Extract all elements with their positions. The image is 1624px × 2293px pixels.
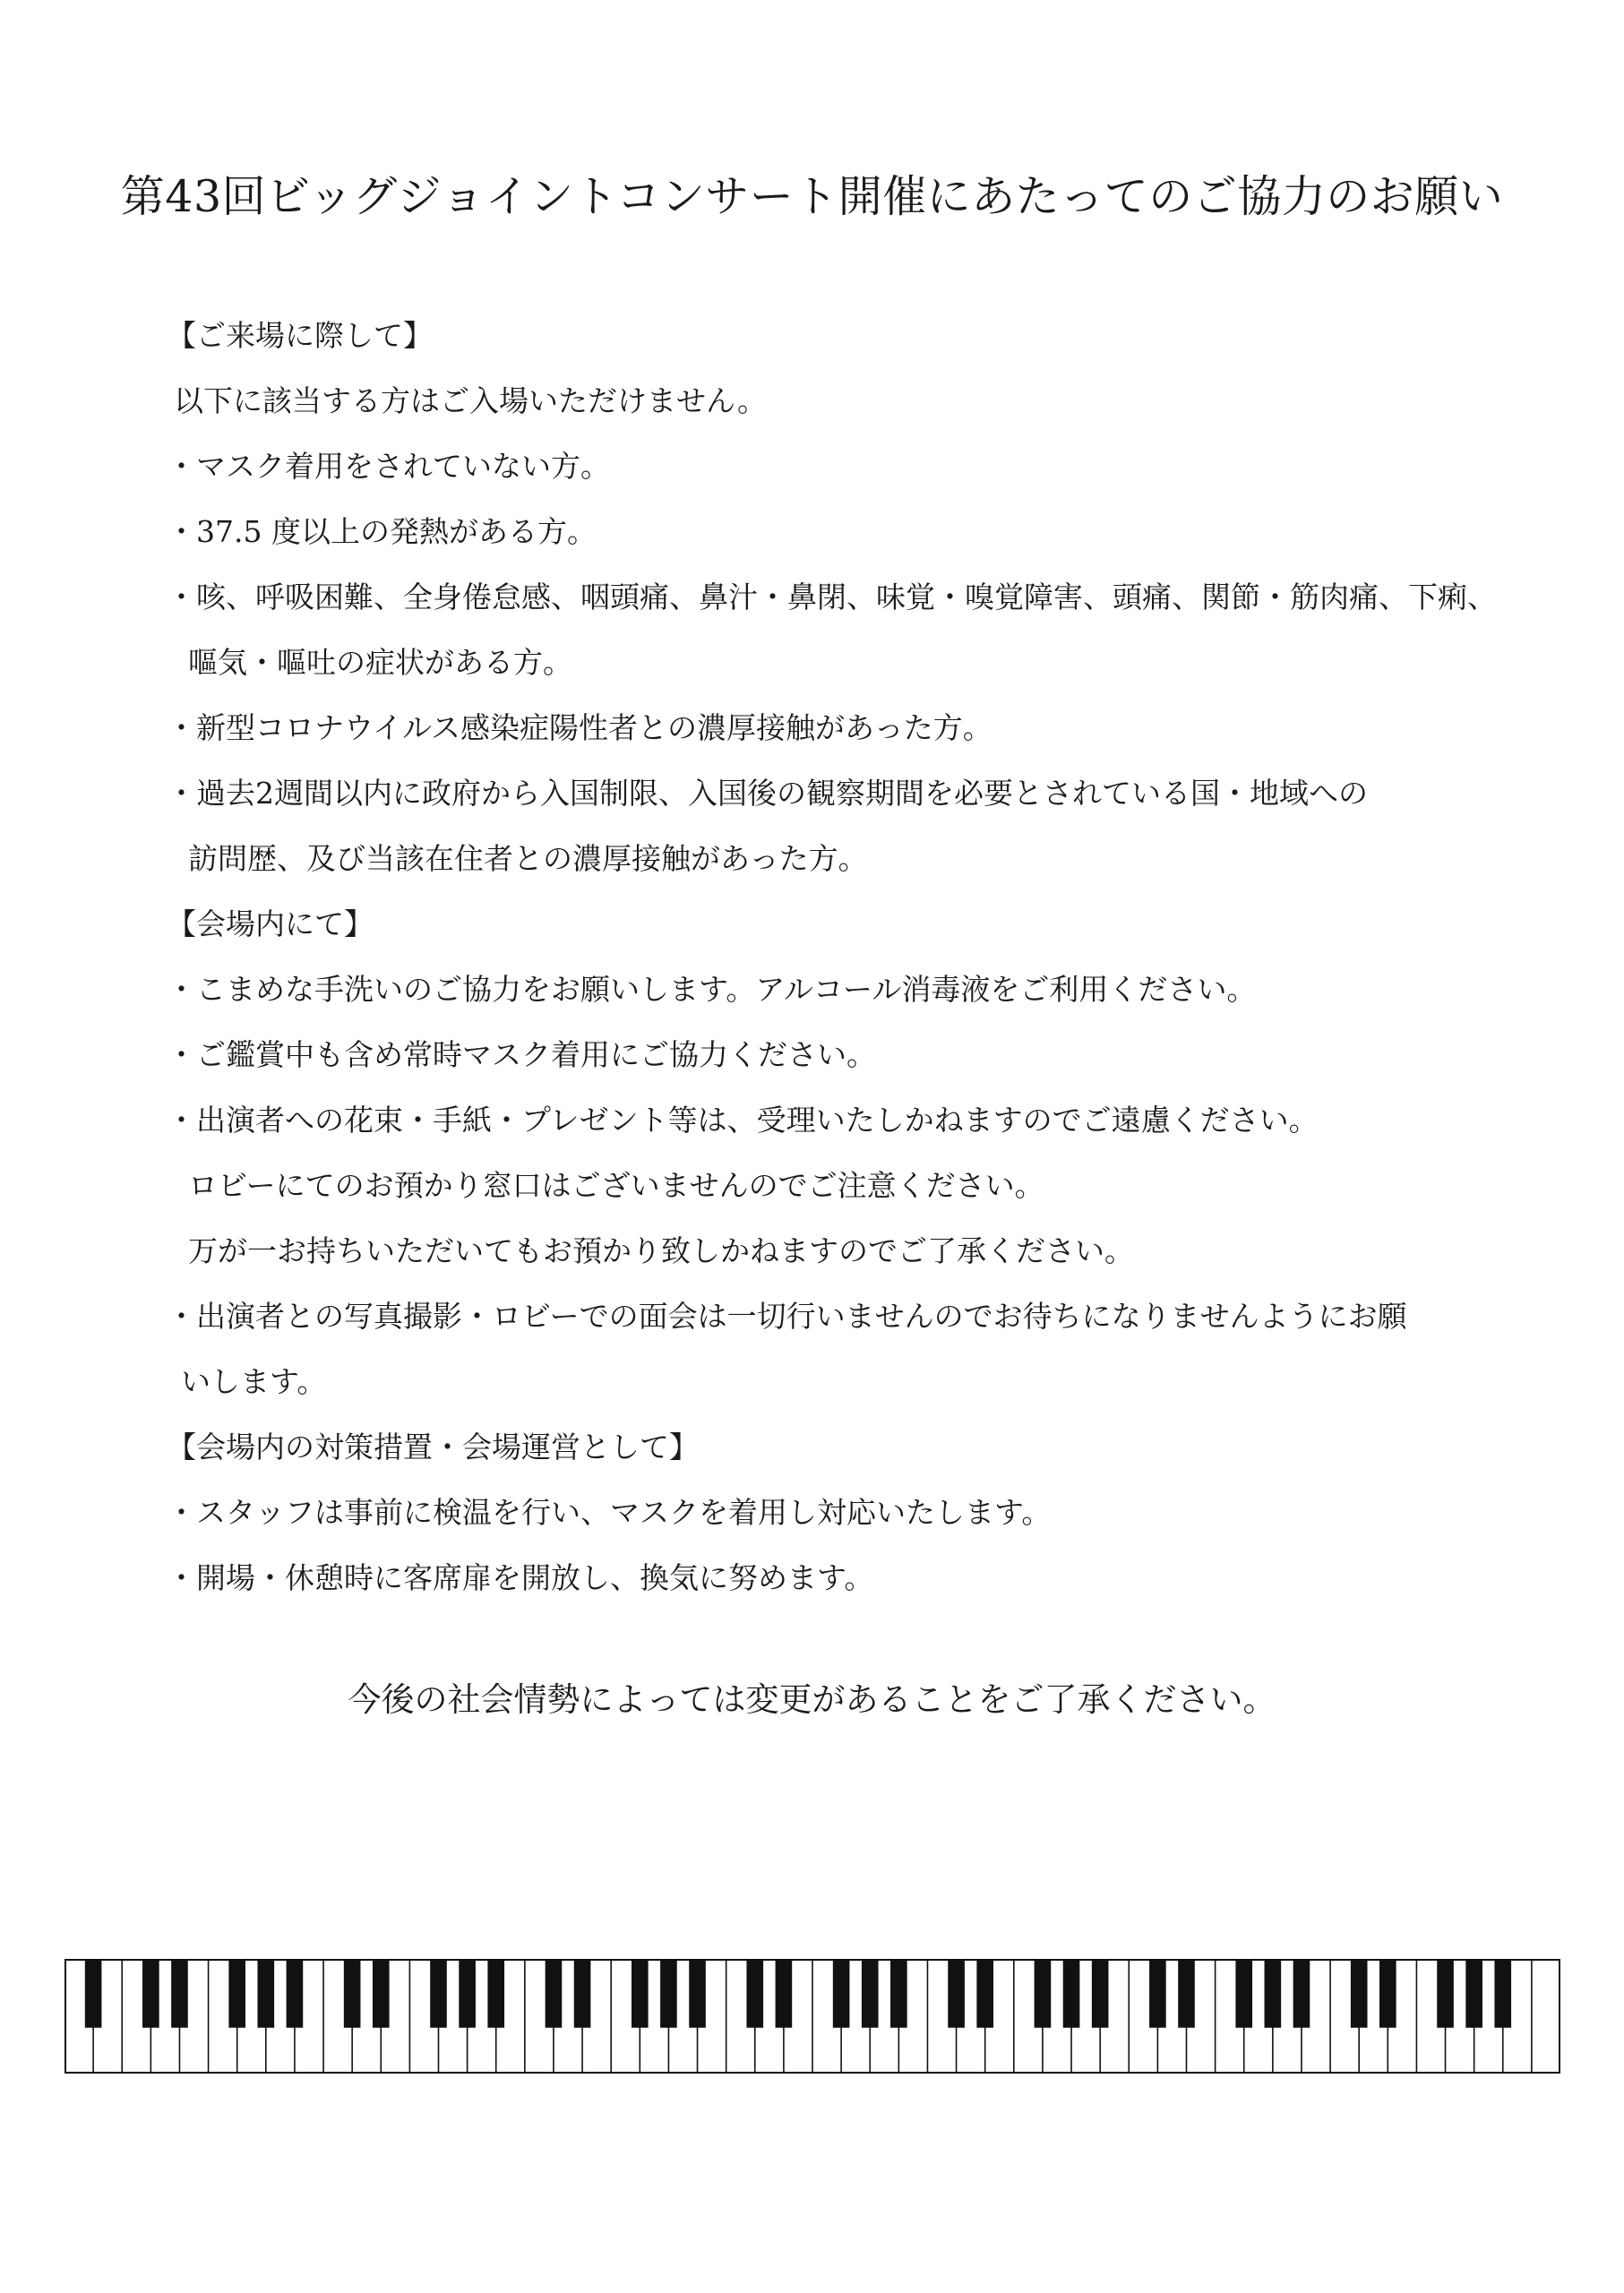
black-key: [1437, 1959, 1454, 2028]
black-key: [373, 1959, 390, 2028]
notice-line: 万が一お持ちいただいてもお預かり致しかねますのでご了承ください。: [188, 1233, 1134, 1268]
black-key: [1379, 1959, 1396, 2028]
notice-line: ・新型コロナウイルス感染症陽性者との濃厚接触があった方。: [167, 710, 992, 745]
piano-keyboard-illustration: [64, 1959, 1560, 2074]
notice-line: ・37.5 度以上の発熱がある方。: [167, 514, 597, 549]
notice-line: ・出演者への花束・手紙・プレゼント等は、受理いたしかねますのでご遠慮ください。: [167, 1103, 1319, 1138]
notice-line: ・ご鑑賞中も含め常時マスク着用にご協力ください。: [167, 1037, 876, 1072]
notice-line: ・開場・休憩時に客席扉を開放し、換気に努めます。: [167, 1560, 874, 1595]
black-key: [1092, 1959, 1109, 2028]
page-title: 第43回ビッグジョイントコンサート開催にあたってのご協力のお願い: [120, 171, 1504, 222]
notice-line: ロビーにてのお預かり窓口はございませんのでご注意ください。: [188, 1168, 1044, 1203]
black-key: [574, 1959, 591, 2028]
black-key: [287, 1959, 304, 2028]
black-key: [257, 1959, 274, 2028]
notice-line: ・こまめな手洗いのご協力をお願いします。アルコール消毒液をご利用ください。: [167, 972, 1257, 1007]
notice-line: ・咳、呼吸困難、全身倦怠感、咽頭痛、鼻汁・鼻閉、味覚・嗅覚障害、頭痛、関節・筋肉痛、下痢、: [167, 580, 1497, 614]
notice-line: 以下に該当する方はご入場いただけません。: [174, 383, 767, 418]
black-key: [660, 1959, 677, 2028]
black-key: [1235, 1959, 1252, 2028]
notice-line: 嘔気・嘔吐の症状がある方。: [188, 645, 572, 680]
notice-line: ・マスク着用をされていない方。: [167, 449, 610, 484]
notice-line: ・過去2週間以内に政府から入国制限、入国後の観察期間を必要とされている国・地域への: [167, 776, 1368, 811]
notice-line: 【会場内の対策措置・会場運営として】: [167, 1430, 699, 1464]
black-key: [344, 1959, 361, 2028]
closing-note: 今後の社会情勢によっては変更があることをご了承ください。: [348, 1680, 1276, 1719]
black-key: [171, 1959, 188, 2028]
black-key: [1265, 1959, 1282, 2028]
notice-line: ・出演者との写真撮影・ロビーでの面会は一切行いませんのでお待ちになりませんようにお願: [167, 1299, 1407, 1334]
notice-line: 【ご来場に際して】: [167, 318, 433, 353]
black-key: [833, 1959, 850, 2028]
black-key: [862, 1959, 879, 2028]
black-key: [776, 1959, 793, 2028]
notice-line: いします。: [181, 1364, 327, 1399]
black-key: [1494, 1959, 1511, 2028]
black-key: [1149, 1959, 1166, 2028]
black-key: [746, 1959, 763, 2028]
black-key: [142, 1959, 159, 2028]
black-key: [1035, 1959, 1052, 2028]
black-key: [1063, 1959, 1080, 2028]
notice-line: 訪問歴、及び当該在住者との濃厚接触があった方。: [188, 841, 868, 876]
notice-line: 【会場内にて】: [167, 906, 374, 941]
black-key: [459, 1959, 476, 2028]
notice-line: ・スタッフは事前に検温を行い、マスクを着用し対応いたします。: [167, 1495, 1052, 1530]
black-key: [1351, 1959, 1368, 2028]
black-key: [85, 1959, 102, 2028]
black-key: [948, 1959, 965, 2028]
black-key: [546, 1959, 563, 2028]
black-key: [976, 1959, 993, 2028]
notice-body: [167, 303, 1510, 1610]
black-key: [1465, 1959, 1482, 2028]
black-key: [632, 1959, 649, 2028]
black-key: [1178, 1959, 1195, 2028]
black-key: [430, 1959, 447, 2028]
black-key: [228, 1959, 245, 2028]
black-key: [689, 1959, 706, 2028]
black-key: [487, 1959, 504, 2028]
black-key: [1293, 1959, 1310, 2028]
black-key: [890, 1959, 907, 2028]
